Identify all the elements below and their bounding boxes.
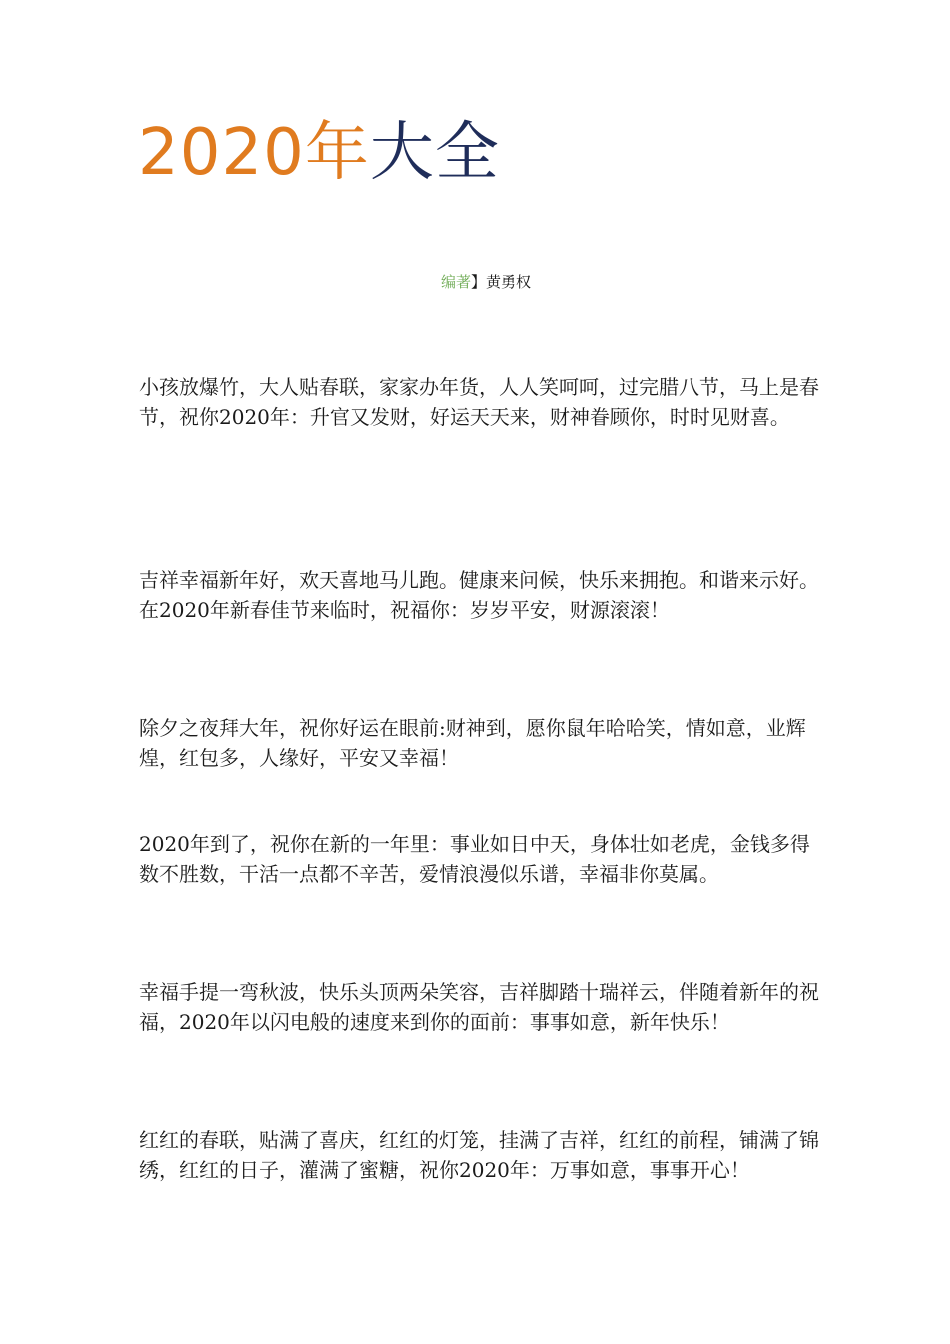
page-title [138, 112, 500, 194]
paragraph-2: 吉祥幸福新年好，欢天喜地马儿跑。健康来问候，快乐来拥抱。和谐来示好。在2020年新春佳节来临时，祝福你：岁岁平安，财源滚滚！ [139, 568, 819, 622]
title-suffix: 大全 [369, 116, 500, 190]
byline [441, 271, 531, 293]
paragraph-1: 小孩放爆竹，大人贴春联，家家办年货，人人笑呵呵，过完腊八节，马上是春节，祝你2020年：升官又发财，好运天天来，财神眷顾你，时时见财喜。 [139, 375, 819, 429]
byline-label: 编著 [441, 273, 472, 291]
byline-bracket: 】 [471, 273, 487, 291]
title-year: 2020年 [138, 116, 370, 190]
paragraph-4: 2020年到了，祝你在新的一年里：事业如日中天，身体壮如老虎，金钱多得数不胜数，干活一点都不辛苦，爱情浪漫似乐谱，幸福非你莫属。 [139, 832, 810, 886]
paragraph-6: 红红的春联，贴满了喜庆，红红的灯笼，挂满了吉祥，红红的前程，铺满了锦绣，红红的日子，灌满了蜜糖，祝你2020年：万事如意，事事开心！ [139, 1128, 819, 1182]
byline-author: 黄勇权 [486, 273, 532, 291]
paragraph-3: 除夕之夜拜大年，祝你好运在眼前:财神到，愿你鼠年哈哈笑，情如意，业辉煌，红包多，人缘好，平安又幸福！ [139, 716, 806, 770]
paragraph-5: 幸福手提一弯秋波，快乐头顶两朵笑容，吉祥脚踏十瑞祥云，伴随着新年的祝福，2020年以闪电般的速度来到你的面前：事事如意，新年快乐！ [139, 980, 819, 1034]
